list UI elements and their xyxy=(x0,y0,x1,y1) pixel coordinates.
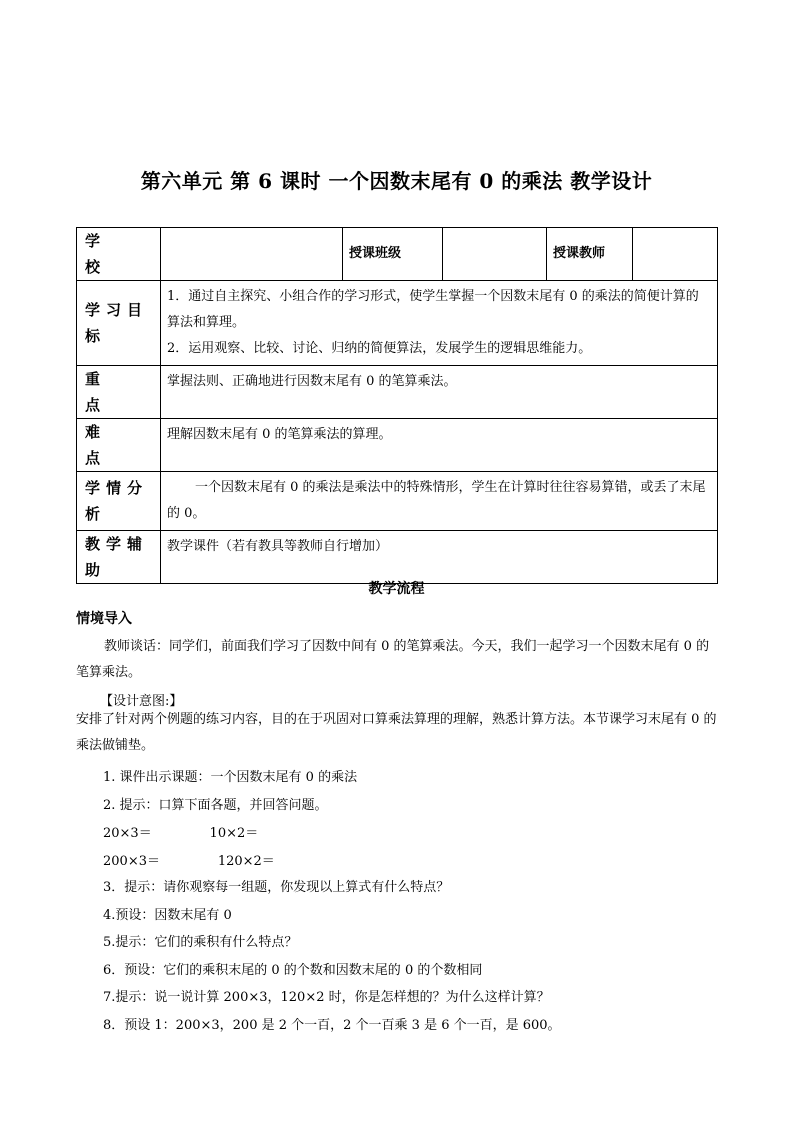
analysis-label: 学情分析 xyxy=(77,472,161,531)
lesson-info-table xyxy=(76,227,718,584)
table-row xyxy=(77,228,718,281)
step-line: 6．预设：它们的乘积末尾的 0 的个数和因数末尾的 0 的个数相同 xyxy=(103,963,483,978)
class-value xyxy=(443,228,547,281)
goals-value xyxy=(161,281,718,366)
class-label: 授课班级 xyxy=(343,228,443,281)
teacher-value xyxy=(633,228,718,281)
step-line: 1. 课件出示课题：一个因数末尾有 0 的乘法 xyxy=(103,770,358,785)
step-line: 8．预设 1：200×3，200 是 2 个一百，2 个一百乘 3 是 6 个一百，是 600。 xyxy=(103,1018,561,1033)
table-row xyxy=(77,366,718,419)
section-title: 情境导入 xyxy=(76,611,132,627)
aids-value: 教学课件（若有教具等教师自行增加） xyxy=(161,531,718,584)
step-line: 2. 提示：口算下面各题，并回答问题。 xyxy=(103,798,328,813)
step-line: 5.提示：它们的乘积有什么特点？ xyxy=(103,935,298,950)
design-label: 【设计意图:】 xyxy=(100,694,183,709)
design-text: 安排了针对两个例题的练习内容，目的在于巩固对口算乘法算理的理解，熟悉计算方法。本节课学习末尾有 0 的乘法做铺垫。 xyxy=(76,712,717,753)
step-line: 7.提示：说一说计算 200×3，120×2 时，你是怎样想的？为什么这样计算？ xyxy=(103,990,550,1005)
table-row xyxy=(77,281,718,366)
school-label: 学 校 xyxy=(77,228,161,281)
difficult-label: 难 点 xyxy=(77,419,161,472)
step-line: 4.预设：因数末尾有 0 xyxy=(103,908,232,923)
goal-item: 1．通过自主探究、小组合作的学习形式，使学生掌握一个因数末尾有 0 的乘法的简便计算的算法和算理。 xyxy=(167,289,699,330)
flow-title: 教学流程 xyxy=(368,581,425,597)
document-title: 第六单元 第 6 课时 一个因数末尾有 0 的乘法 教学设计 xyxy=(140,169,653,193)
key-value: 掌握法则、正确地进行因数末尾有 0 的笔算乘法。 xyxy=(161,366,718,419)
step-line: 20×3＝ 10×2＝ xyxy=(103,826,259,841)
aids-label: 教学辅助 xyxy=(77,531,161,584)
goal-item: 2．运用观察、比较、讨论、归纳的简便算法，发展学生的逻辑思维能力。 xyxy=(167,341,592,356)
goals-label: 学习目标 xyxy=(77,281,161,366)
step-line: 200×3＝ 120×2＝ xyxy=(103,854,275,869)
table-row xyxy=(77,531,718,584)
table-row xyxy=(77,472,718,531)
difficult-value: 理解因数末尾有 0 的笔算乘法的算理。 xyxy=(161,419,718,472)
school-value xyxy=(161,228,343,281)
analysis-value: 一个因数末尾有 0 的乘法是乘法中的特殊情形，学生在计算时往往容易算错，或丢了末尾的 0。 xyxy=(161,472,718,531)
key-label: 重 点 xyxy=(77,366,161,419)
table-row xyxy=(77,419,718,472)
teacher-talk: 教师谈话：同学们，前面我们学习了因数中间有 0 的笔算乘法。今天，我们一起学习一个因数末尾有 0 的笔算乘法。 xyxy=(76,639,710,680)
step-line: 3．提示：请你观察每一组题，你发现以上算式有什么特点？ xyxy=(103,880,450,895)
teacher-label: 授课教师 xyxy=(547,228,633,281)
